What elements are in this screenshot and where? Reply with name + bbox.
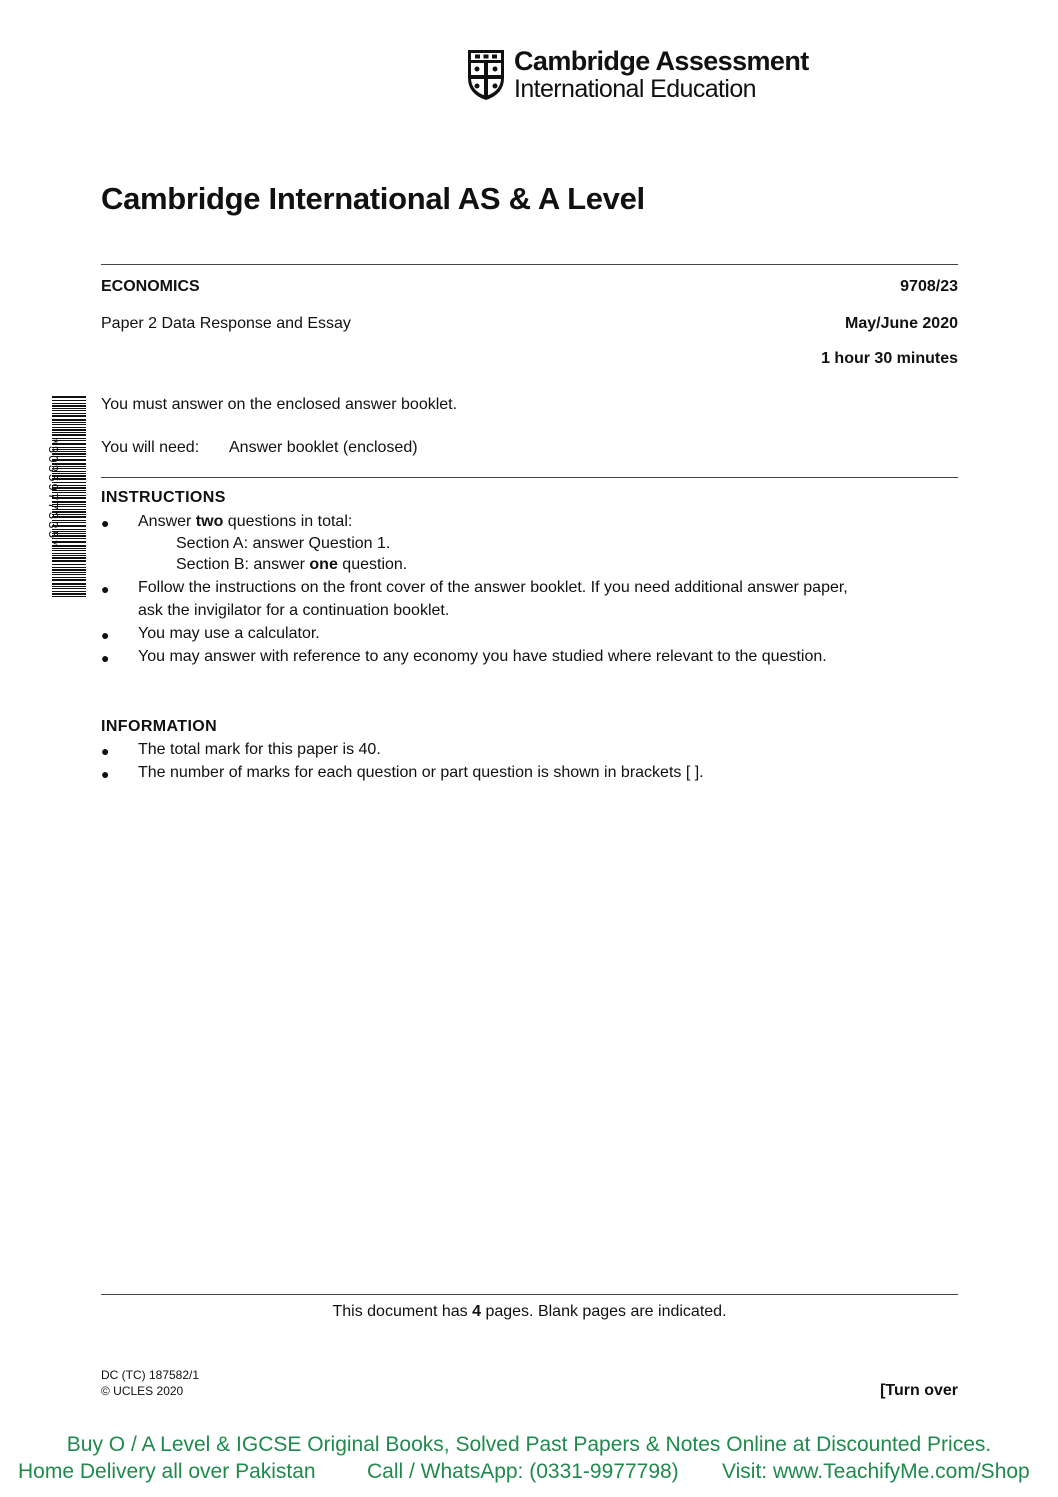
advert-delivery: Home Delivery all over Pakistan [18,1460,316,1483]
session: May/June 2020 [845,315,958,332]
information-heading: INFORMATION [101,718,218,735]
instruction-item-2-line2: ask the invigilator for a continuation booklet. [138,602,450,619]
advert-visit[interactable]: Visit: www.TeachifyMe.com/Shop [722,1460,1030,1483]
bullet-icon: ● [101,766,110,782]
document-code: DC (TC) 187582/1 [101,1368,200,1382]
logo-line1: Cambridge Assessment [514,46,809,76]
need-value: Answer booklet (enclosed) [229,439,418,456]
bullet-icon: ● [101,650,110,666]
barcode-text: *3035977335* [46,438,61,548]
paper-name: Paper 2 Data Response and Essay [101,315,351,332]
qualification-title: Cambridge International AS & A Level [101,181,645,216]
bullet-icon: ● [101,581,110,597]
instruction-item-3: You may use a calculator. [138,625,320,642]
instruction-sub-1: Section A: answer Question 1. [176,535,391,552]
subject: ECONOMICS [101,278,200,295]
information-item-2: The number of marks for each question or part question is shown in brackets [ ]. [138,764,704,781]
information-item-1: The total mark for this paper is 40. [138,741,381,758]
divider-bottom [101,1294,958,1295]
instruction-item-1: Answer two questions in total: [138,513,353,530]
divider-top [101,264,958,265]
paper-code: 9708/23 [900,278,958,295]
need-label: You will need: [101,439,200,456]
instruction-item-2-line1: Follow the instructions on the front cover of the answer booklet. If you need additional answer paper, [138,579,848,596]
candidate-barcode [38,394,86,600]
page-count-note: This document has 4 pages. Blank pages are indicated. [332,1303,727,1320]
advert-line-1: Buy O / A Level & IGCSE Original Books, Solved Past Papers & Notes Online at Discounted Prices. [66,1433,992,1456]
duration: 1 hour 30 minutes [821,350,958,367]
bullet-icon: ● [101,515,110,531]
cambridge-logo [466,46,809,104]
instruction-sub-2: Section B: answer one question. [176,556,408,573]
barcode-bar [52,596,86,597]
logo-line2: International Education [514,75,756,103]
copyright: © UCLES 2020 [101,1384,184,1398]
turn-over: [Turn over [880,1382,958,1399]
advert-call: Call / WhatsApp: (0331-9977798) [367,1460,679,1483]
bullet-icon: ● [101,627,110,643]
instructions-heading: INSTRUCTIONS [101,489,226,506]
bullet-icon: ● [101,743,110,759]
cambridge-shield-icon [466,48,506,102]
divider-middle [101,477,958,478]
answer-instruction: You must answer on the enclosed answer booklet. [101,396,458,413]
instruction-item-4: You may answer with reference to any economy you have studied where relevant to the question. [138,648,827,665]
